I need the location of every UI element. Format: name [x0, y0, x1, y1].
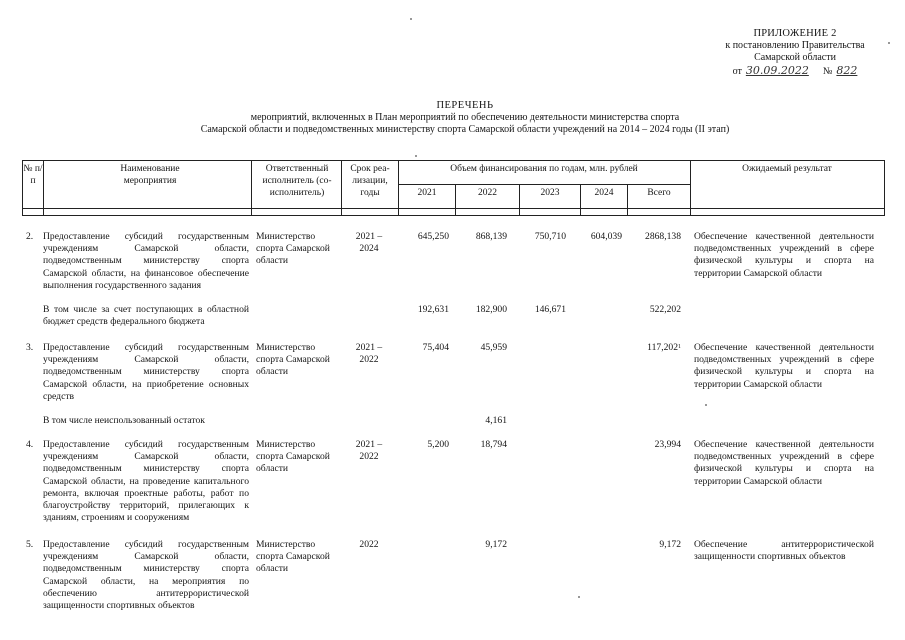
- header-term: Срок реа-лизации, годы: [350, 164, 390, 198]
- header-2024: 2024: [594, 188, 614, 198]
- scan-speck: [888, 42, 890, 44]
- approval-line: [700, 65, 890, 78]
- grid-vline: [43, 160, 44, 216]
- heading-line-1: мероприятий, включенных в План мероприятий по обеспечению деятельности министерства спорта: [250, 112, 680, 123]
- value-2023: 146,671: [534, 304, 566, 315]
- row-result: Обеспечение качественной деятельности подведомственных учреждений в сфере физической культуры и спорта на территории Самарской области: [694, 342, 874, 390]
- row-executor: Министерство спорта Самарской области: [256, 342, 330, 378]
- value-2021: 645,250: [417, 231, 449, 242]
- value-2022: 45,959: [480, 342, 507, 353]
- footnote-mark: 1: [678, 344, 681, 350]
- grid-vline: [251, 160, 252, 216]
- value-2021: 192,631: [417, 304, 449, 315]
- value-total: 9,172: [659, 539, 681, 550]
- row-name: В том числе неиспользованный остаток: [43, 415, 205, 426]
- header-2021: 2021: [417, 188, 437, 198]
- value-total: 117,202$^1$: [647, 342, 681, 353]
- row-term: 2021 – 2022: [355, 342, 383, 366]
- financing-subheader-border: [398, 184, 690, 185]
- row-name: Предоставление субсидий государственным учреждениям Самарской области, подведомственным министерству спорта Самарской области, на приобретение основных средств: [43, 342, 249, 402]
- value-2024: 604,039: [590, 231, 622, 242]
- row-term: 2021 – 2024: [355, 231, 383, 255]
- header-executor: Ответственный исполнитель (со-исполнитель): [262, 164, 332, 198]
- value-2023: 750,710: [534, 231, 566, 242]
- row-name: В том числе за счет поступающих в областной бюджет средств федерального бюджета: [43, 304, 249, 328]
- row-name: Предоставление субсидий государственным учреждениям Самарской области, подведомственным министерству спорта Самарской области, на мероприятия по обеспечению антитеррористической защищенности спортивных объектов: [43, 539, 249, 612]
- handwritten-number: 822: [836, 64, 858, 77]
- row-result: Обеспечение антитеррористической защищенности спортивных объектов: [694, 539, 874, 563]
- scan-speck: [415, 155, 417, 157]
- document-title: ПЕРЕЧЕНЬ: [436, 100, 494, 111]
- date-prefix: от: [732, 66, 742, 77]
- value-2022: 18,794: [480, 439, 507, 450]
- row-name: Предоставление субсидий государственным учреждениям Самарской области, подведомственным министерству спорта Самарской области, на проведение капитального ремонта, включая проектные работы, работ по благоустройству территорий, прилегающих к зданиям, строениям и сооружениям: [43, 439, 249, 524]
- row-number: 5.: [26, 539, 34, 550]
- header-bottom-border: [22, 208, 884, 209]
- grid-vline: [341, 160, 342, 216]
- document-heading: [150, 100, 780, 136]
- row-executor: Министерство спорта Самарской области: [256, 231, 330, 267]
- row-name: Предоставление субсидий государственным учреждениям Самарской области, подведомственным министерству спорта Самарской области, на финансовое обеспечение выполнения государственного задания: [43, 231, 249, 291]
- row-term: 2022: [359, 539, 379, 550]
- value-2021: 75,404: [422, 342, 449, 353]
- handwritten-date: 30.09.2022: [745, 64, 809, 77]
- grid-vline: [690, 160, 691, 216]
- value-total: 23,994: [654, 439, 681, 450]
- header-result: Ожидаемый результат: [742, 164, 832, 174]
- row-number: 3.: [26, 342, 34, 353]
- number-prefix: №: [822, 66, 833, 77]
- value-2022: 868,139: [475, 231, 507, 242]
- value-2022: 9,172: [485, 539, 507, 550]
- header-2022: 2022: [478, 188, 497, 198]
- row-executor: Министерство спорта Самарской области: [256, 439, 330, 475]
- value-2021: 5,200: [427, 439, 449, 450]
- appendix-block: [700, 28, 890, 78]
- value-total: 2868,138: [645, 231, 681, 242]
- header-double-border: [22, 215, 884, 216]
- row-term: 2021 – 2022: [355, 439, 383, 463]
- scan-speck: [705, 404, 707, 406]
- appendix-title: ПРИЛОЖЕНИЕ 2: [753, 28, 837, 39]
- header-name: Наименование мероприятия: [120, 164, 180, 186]
- row-number: 4.: [26, 439, 34, 450]
- heading-line-2: Самарской области и подведомственных министерству спорта Самарской области учреждений на 2014 – 2024 годы (II этап): [200, 124, 730, 135]
- header-num: № п/п: [23, 164, 43, 186]
- scan-speck: [410, 18, 412, 20]
- row-result: Обеспечение качественной деятельности подведомственных учреждений в сфере физической культуры и спорта на территории Самарской области: [694, 231, 874, 279]
- header-total: Всего: [647, 188, 671, 198]
- table-top-border: [22, 160, 884, 161]
- value-total: 522,202: [649, 304, 681, 315]
- appendix-line-1: к постановлению Правительства: [725, 40, 865, 51]
- value-2022: 4,161: [485, 415, 507, 426]
- row-number: 2.: [26, 231, 34, 242]
- value-2022: 182,900: [475, 304, 507, 315]
- scan-speck: [578, 596, 580, 598]
- appendix-line-2: Самарской области: [754, 52, 836, 63]
- header-2023: 2023: [540, 188, 560, 198]
- row-result: Обеспечение качественной деятельности подведомственных учреждений в сфере физической культуры и спорта на территории Самарской области: [694, 439, 874, 487]
- row-executor: Министерство спорта Самарской области: [256, 539, 330, 575]
- header-financing: Объем финансирования по годам, млн. рублей: [450, 164, 638, 174]
- grid-vline: [884, 160, 885, 216]
